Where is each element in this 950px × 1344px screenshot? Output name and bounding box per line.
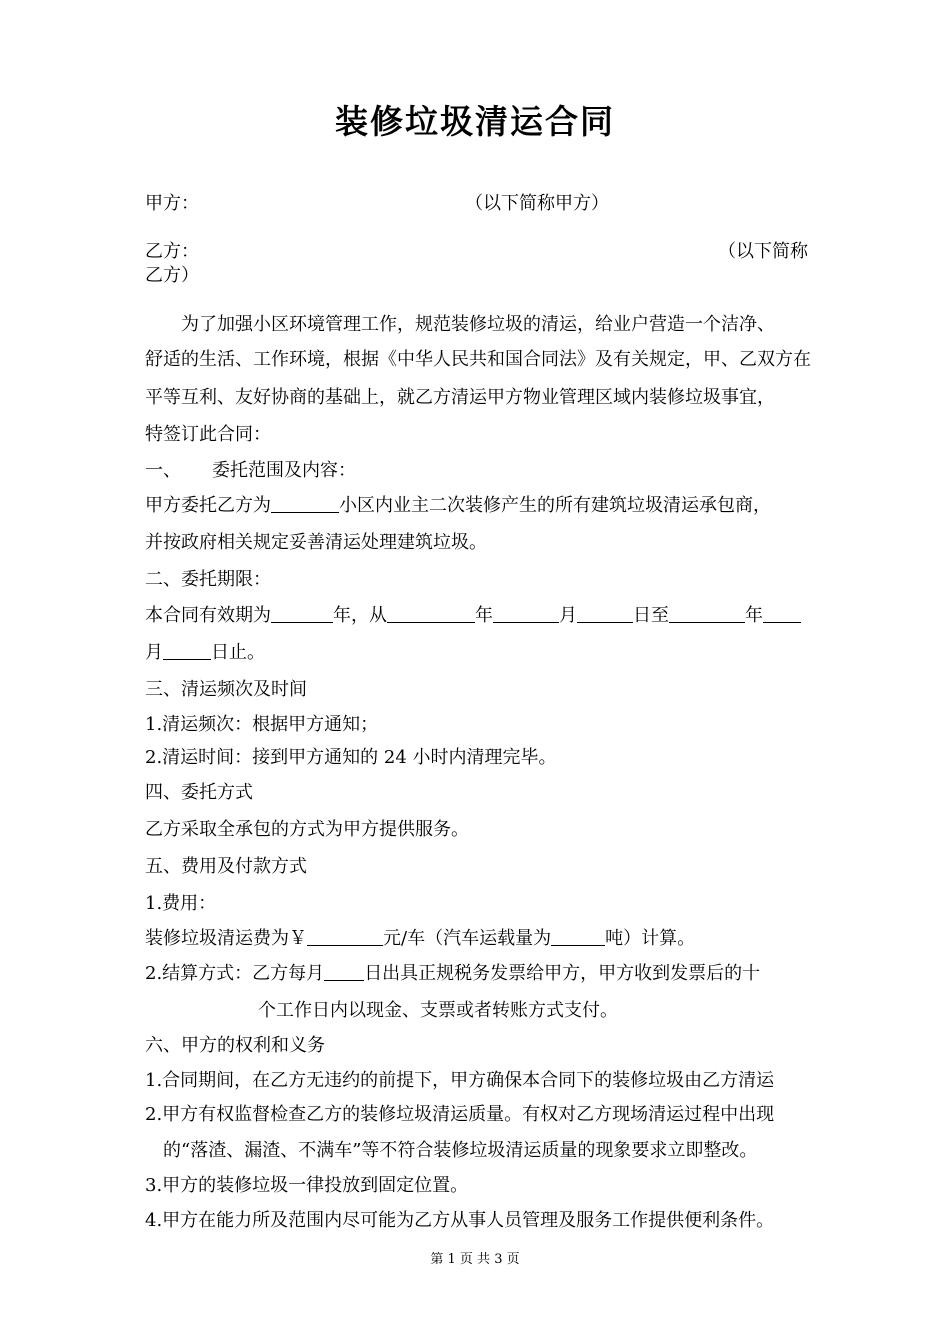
community-name-blank[interactable] [271, 494, 339, 513]
payment-text-b: 日出具正规税务发票给甲方，甲方收到发票后的十 [364, 963, 761, 984]
end-day-blank[interactable] [163, 641, 211, 660]
term-text-6: 年 [745, 605, 763, 626]
term-text-4: 月 [559, 605, 577, 626]
section-3-item-1: 1.清运频次：根据甲方通知； [145, 714, 379, 735]
section-2-heading: 二、委托期限： [145, 569, 271, 590]
section-1-text-a: 甲方委托乙方为 [145, 495, 271, 516]
section-5-item-1: 1.费用： [145, 893, 217, 914]
section-6-heading: 六、甲方的权利和义务 [145, 1035, 325, 1056]
party-b-note: （以下简称 [718, 241, 808, 262]
section-4-heading: 四、委托方式 [145, 782, 253, 803]
section-5-payment-line-2: 个工作日内以现金、支票或者转账方式支付。 [258, 1000, 618, 1021]
term-years-blank[interactable] [271, 604, 333, 623]
section-1-heading: 委托范围及内容： [212, 460, 356, 481]
preamble-line-4: 特签订此合同： [145, 424, 271, 445]
section-5-fee-line [145, 927, 695, 951]
party-a-note: （以下简称甲方） [465, 193, 609, 214]
section-6-item-3: 3.甲方的装修垃圾一律投放到固定位置。 [145, 1175, 469, 1196]
term-text-1: 本合同有效期为 [145, 605, 271, 626]
end-month-blank-a[interactable] [763, 604, 801, 623]
section-4-text: 乙方采取全承包的方式为甲方提供服务。 [145, 819, 469, 840]
party-b-label: 乙方： [145, 241, 199, 262]
section-6-item-4: 4.甲方在能力所及范围内尽可能为乙方从事人员管理及服务工作提供便利条件。 [145, 1210, 775, 1231]
term-text-7: 月 [145, 642, 163, 663]
payment-day-blank[interactable] [324, 962, 364, 981]
page-footer: 第 1 页 共 3 页 [430, 1252, 520, 1267]
term-text-8: 日止。 [211, 642, 265, 663]
section-6-item-2b: 的“落渣、漏渣、不满车”等不符合装修垃圾清运质量的现象要求立即整改。 [163, 1140, 758, 1161]
section-1-line-1 [145, 494, 771, 518]
section-6-item-2a: 2.甲方有权监督检查乙方的装修垃圾清运质量。有权对乙方现场清运过程中出现 [145, 1104, 775, 1125]
fee-amount-blank[interactable] [307, 927, 383, 946]
party-a-label: 甲方： [145, 193, 199, 214]
section-5-payment-line [145, 962, 760, 986]
section-5-heading: 五、费用及付款方式 [145, 856, 307, 877]
start-year-blank[interactable] [387, 604, 475, 623]
section-1-number: 一、 [145, 460, 181, 481]
party-b-note-continued: 乙方） [145, 265, 199, 286]
truck-load-blank[interactable] [551, 927, 605, 946]
section-1-line-2: 并按政府相关规定妥善清运处理建筑垃圾。 [145, 532, 487, 553]
document-title: 装修垃圾清运合同 [335, 102, 615, 141]
section-2-term-line [145, 604, 801, 628]
start-month-blank[interactable] [493, 604, 559, 623]
term-text-3: 年 [475, 605, 493, 626]
payment-text-a: 2.结算方式：乙方每月 [145, 963, 325, 984]
term-text-5: 日至 [633, 605, 669, 626]
preamble-line-3: 平等互利、友好协商的基础上，就乙方清运甲方物业管理区域内装修垃圾事宜， [145, 387, 775, 408]
section-3-heading: 三、清运频次及时间 [145, 679, 307, 700]
preamble-line-1: 为了加强小区环境管理工作，规范装修垃圾的清运，给业户营造一个洁净、 [181, 314, 775, 335]
section-3-item-2: 2.清运时间：接到甲方通知的 24 小时内清理完毕。 [145, 747, 557, 768]
section-1-text-b: 小区内业主二次装修产生的所有建筑垃圾清运承包商， [339, 495, 771, 516]
section-2-term-line-2 [145, 641, 265, 665]
fee-text-a: 装修垃圾清运费为￥ [145, 928, 307, 949]
end-year-blank[interactable] [669, 604, 745, 623]
section-6-item-1: 1.合同期间，在乙方无违约的前提下，甲方确保本合同下的装修垃圾由乙方清运 [145, 1070, 775, 1091]
term-text-2: 年，从 [333, 605, 387, 626]
preamble-line-2: 舒适的生活、工作环境，根据《中华人民共和国合同法》及有关规定，甲、乙双方在 [145, 349, 811, 370]
fee-text-b: 元/车（汽车运载量为 [383, 928, 552, 949]
start-day-blank[interactable] [577, 604, 633, 623]
fee-text-c: 吨）计算。 [605, 928, 696, 949]
